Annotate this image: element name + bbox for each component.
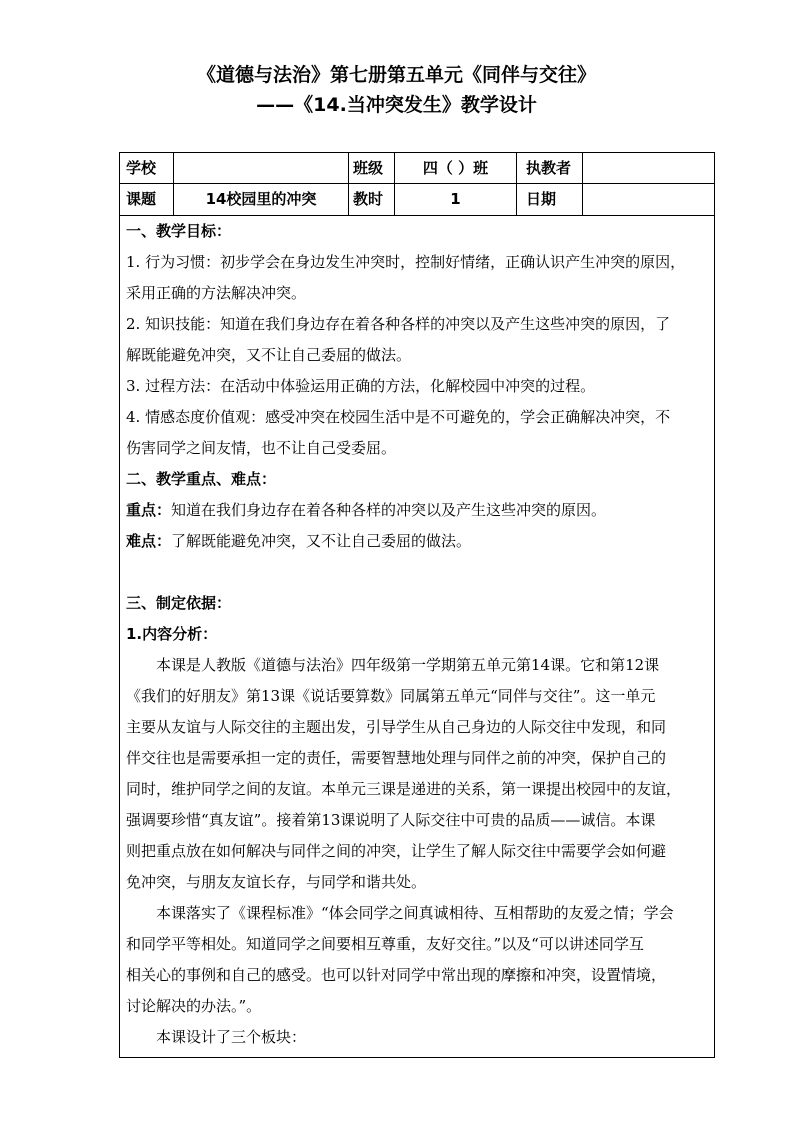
topic-value: 14校园里的冲突 [205, 190, 317, 208]
difficulty-label: 难点： [126, 532, 172, 550]
paragraph-line: 3. 过程方法：在活动中体验运用正确的方法，化解校园中冲突的过程。 [126, 377, 596, 395]
paragraph-line: 讨论解决的办法。”。 [126, 997, 262, 1015]
paragraph-line: 《我们的好朋友》第13课《说话要算数》同属第五单元“同伴与交往”。这一单元 [126, 687, 656, 705]
paragraph-line: 同时，维护同学之间的友谊。本单元三课是递进的关系，第一课提出校园中的友谊， [126, 780, 682, 798]
focus-line [126, 495, 708, 526]
paragraph-line: 则把重点放在如何解决与同伴之间的冲突，让学生了解人际交往中需要学会如何避 [126, 842, 667, 860]
paragraph-line: 1. 行为习惯：初步学会在身边发生冲突时，控制好情绪，正确认识产生冲突的原因， [126, 253, 686, 271]
paragraph-line: 强调要珍惜“真友谊”。接着第13课说明了人际交往中可贵的品质——诚信。本课 [126, 811, 656, 829]
lesson-content [120, 216, 714, 1053]
focus-label: 重点： [126, 501, 172, 519]
paragraph-line: 解既能避免冲突，又不让自己委屈的做法。 [126, 346, 412, 364]
hours-label: 教时 [353, 190, 384, 208]
difficulty-line [126, 526, 708, 557]
lesson-plan-table [119, 152, 715, 1058]
section-heading: 三、制定依据： [126, 594, 232, 612]
topic-label: 课题 [126, 190, 157, 208]
paragraph-line: 和同学平等相处。知道同学之间要相互尊重，友好交往。”以及“可以讲述同学互 [126, 935, 644, 953]
paragraph-line: 免冲突，与朋友友谊长存，与同学和谐共处。 [126, 873, 427, 891]
subsection-heading: 1.内容分析： [126, 625, 218, 643]
paragraph-line: 主要从友谊与人际交往的主题出发，引导学生从自己身边的人际交往中发现，和同 [126, 718, 667, 736]
teacher-label: 执教者 [526, 159, 572, 177]
document-title: 《道德与法治》第七册第五单元《同伴与交往》 [196, 64, 596, 86]
section-heading: 一、教学目标： [126, 222, 232, 240]
date-label: 日期 [526, 190, 557, 208]
difficulty-text: 了解既能避免冲突，又不让自己委屈的做法。 [171, 532, 472, 550]
paragraph-line: 本课落实了《课程标准》“体会同学之间真诚相待、互相帮助的友爱之情；学会 [156, 904, 674, 922]
class-label: 班级 [353, 159, 384, 177]
paragraph-line: 4. 情感态度价值观：感受冲突在校园生活中是不可避免的，学会正确解决冲突，不 [126, 408, 671, 426]
paragraph-line: 采用正确的方法解决冲突。 [126, 284, 307, 302]
paragraph-line: 本课是人教版《道德与法治》四年级第一学期第五单元第14课。它和第12课 [156, 656, 660, 674]
blank-line [126, 557, 708, 588]
paragraph-line: 伴交往也是需要承担一定的责任，需要智慧地处理与同伴之前的冲突，保护自己的 [126, 749, 667, 767]
class-value: 四（ ）班 [422, 159, 489, 177]
document-subtitle: ——《14.当冲突发生》教学设计 [256, 94, 537, 116]
focus-text: 知道在我们身边存在着各种各样的冲突以及产生这些冲突的原因。 [171, 501, 607, 519]
paragraph-line: 相关心的事例和自己的感受。也可以针对同学中常出现的摩擦和冲突，设置情境， [126, 966, 667, 984]
paragraph-line: 2. 知识技能：知道在我们身边存在着各种各样的冲突以及产生这些冲突的原因，了 [126, 315, 671, 333]
section-heading: 二、教学重点、难点： [126, 470, 277, 488]
school-label: 学校 [126, 159, 157, 177]
paragraph-line: 伤害同学之间友情，也不让自己受委屈。 [126, 439, 397, 457]
hours-value: 1 [450, 190, 461, 208]
paragraph-line: 本课设计了三个板块： [156, 1028, 307, 1046]
